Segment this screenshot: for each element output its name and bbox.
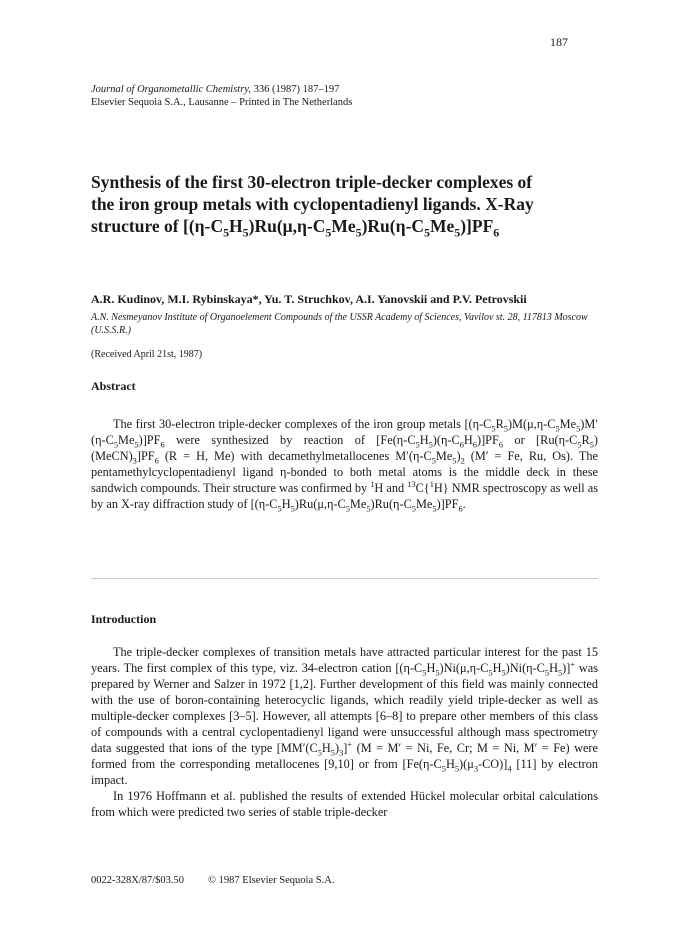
title-line-2: the iron group metals with cyclopentadienyl ligands. X-Ray [91, 194, 534, 214]
received-date: (Received April 21st, 1987) [91, 349, 203, 360]
introduction-body [91, 644, 598, 820]
introduction-heading: Introduction [91, 612, 157, 626]
abstract-body [91, 416, 598, 512]
abstract-paragraph: The first 30-electron triple-decker complexes of the iron group metals $[(\eta-C_5R_5)M(\mu,\eta-C_5Me_5)M'(\eta-C_5Me_5)]PF_6$ were synthesized by reaction of $[Fe(\eta-C_5H_5)(\eta-C_6H_6)]PF_6$ or $[Ru(\eta-C_5R_5)(MeCN)_3]PF_6$ (R = H, Me) with decamethylmetallocenes $M'(\eta-C_5Me_5)_2$ (M′ = Fe, Ru, Os). The pentamethylcyclopentadienyl ligand η-bonded to both metal atoms is the middle deck in these sandwich compounds. Their structure was confirmed by $^1$H and $^{13}$C{$^1$H} NMR spectroscopy as well as by an X-ray diffraction study of $[(\eta-C_5H_5)Ru(\mu,\eta-C_5Me_5)Ru(\eta-C_5Me_5)]PF_6$. [91, 417, 599, 514]
footer [91, 875, 334, 886]
journal-citation [91, 83, 352, 96]
journal-volume: 336 (1987) 187–197 [251, 84, 340, 95]
footer-code: 0022-328X/87/$03.50 [91, 875, 185, 886]
title-line-1: Synthesis of the first 30-electron triple-decker complexes of [91, 172, 533, 192]
footer-copyright: © 1987 Elsevier Sequoia S.A. [208, 875, 335, 886]
journal-header [91, 83, 352, 109]
section-divider [91, 578, 598, 579]
title-line-3: structure of $[(\eta-C_5H_5)Ru(\mu,\eta-C_5Me_5)Ru(\eta-C_5Me_5)]PF_6$ [91, 216, 500, 240]
author-list: A.R. Kudinov, M.I. Rybinskaya*, Yu. T. Struchkov, A.I. Yanovskii and P.V. Petrovskii [91, 292, 527, 306]
publisher-line: Elsevier Sequoia S.A., Lausanne – Printed in The Netherlands [91, 97, 353, 108]
affiliation: A.N. Nesmeyanov Institute of Organoelement Compounds of the USSR Academy of Sciences, Vavilov st. 28, 117813 Moscow (U.S.S.R.) [91, 312, 588, 336]
introduction-paragraph-2: In 1976 Hoffmann et al. published the results of extended Hückel molecular orbital calculations from which were predicted two series of stable triple-decker [91, 789, 598, 819]
page-number: 187 [550, 35, 568, 49]
abstract-heading: Abstract [91, 379, 136, 393]
journal-name: Journal of Organometallic Chemistry, [91, 84, 252, 95]
introduction-paragraph-1: The triple-decker complexes of transition metals have attracted particular interest for the past 15 years. The first complex of this type, viz. 34-electron cation $[(\eta-C_5H_5)Ni(\mu,\eta-C_5H_5)Ni(\eta-C_5H_5)]^+$ was prepared by Werner and Salzer in 1972 [1,2]. Further development of this field was mainly connected with the use of boron-containing heterocyclic ligands, which readily yield triple-decker as well as multiple-decker complexes [3–5]. However, all attempts [6–8] to prepare other members of this class of compounds with a central cyclopentadienyl ligand were unsuccessful although mass spectrometry data suggested that ions of the type $[MM'(C_5H_5)_3]^+$ (M = M′ = Ni, Fe, Cr; M = Ni, M′ = Fe) were formed from the corresponding metallocenes [9,10] or from $[Fe(\eta-C_5H_5)(\mu_3-CO)]_4$ [11] by electron impact. [91, 645, 598, 787]
article-title [91, 171, 601, 240]
